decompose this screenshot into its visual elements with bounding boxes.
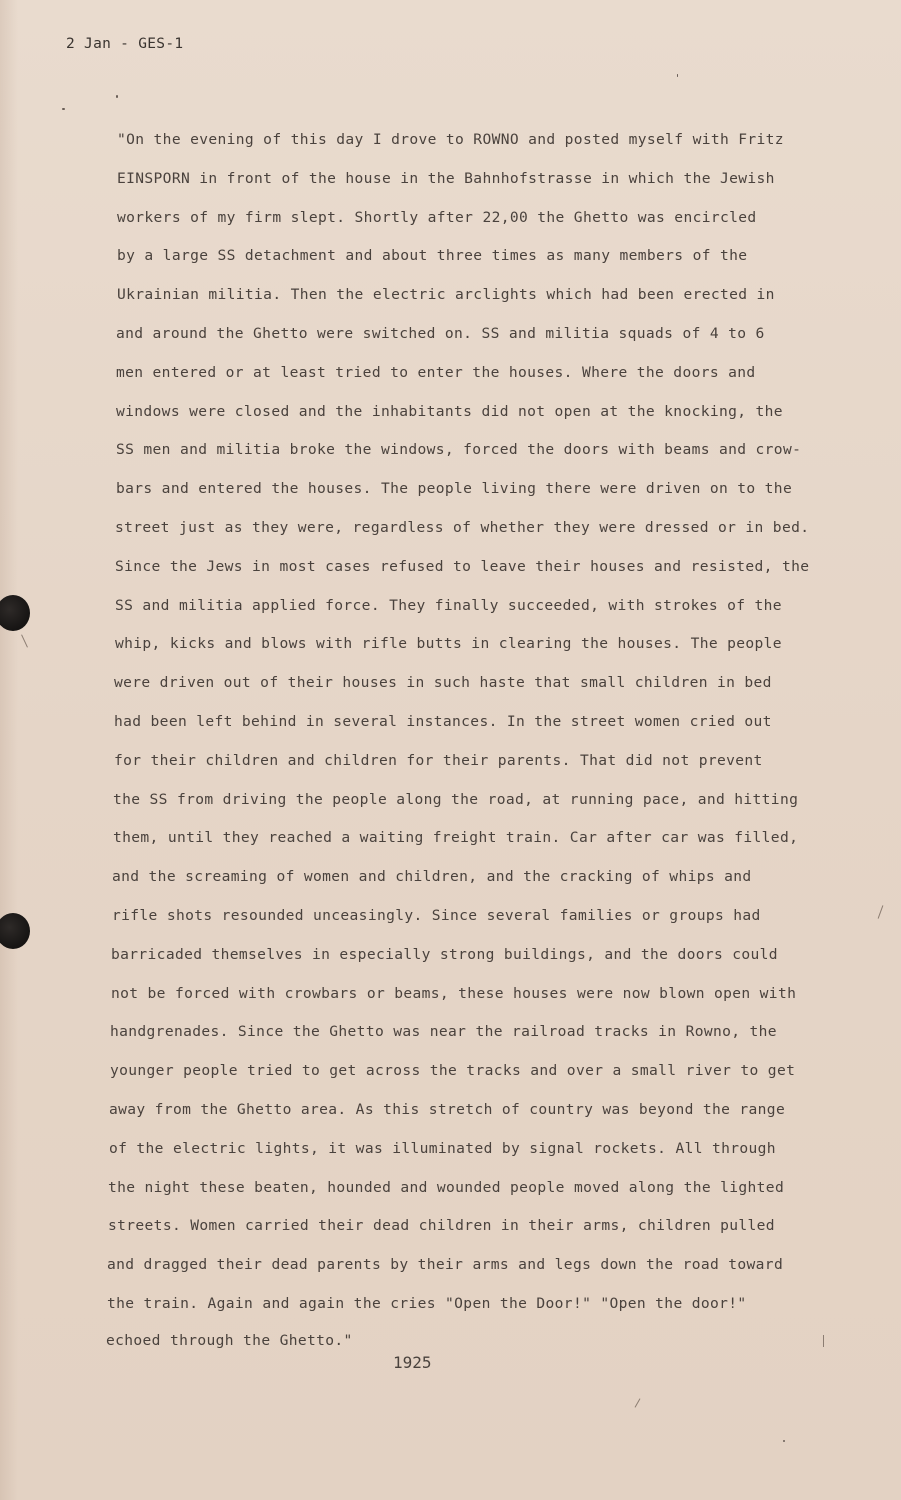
text-line: men entered or at least tried to enter the houses. Where the doors and [116, 364, 756, 381]
text-line: the train. Again and again the cries "Open the Door!" "Open the door!" [107, 1295, 747, 1312]
text-line: EINSPORN in front of the house in the Bahnhofstrasse in which the Jewish [117, 170, 775, 187]
text-line: the night these beaten, hounded and wounded people moved along the lighted [108, 1179, 785, 1196]
paper-speck [677, 74, 678, 77]
text-line: and dragged their dead parents by their arms and legs down the road toward [107, 1256, 784, 1273]
paper-speck [116, 95, 118, 98]
text-line: SS and militia applied force. They finally succeeded, with strokes of the [115, 597, 782, 614]
paper-scratch [823, 1335, 824, 1347]
text-line: and around the Ghetto were switched on. SS and militia squads of 4 to 6 [116, 325, 765, 342]
text-line: "On the evening of this day I drove to ROWNO and posted myself with Fritz [117, 131, 784, 148]
text-line: by a large SS detachment and about three times as many members of the [117, 247, 748, 264]
text-line: handgrenades. Since the Ghetto was near the railroad tracks in Rowno, the [110, 1023, 777, 1040]
text-line: street just as they were, regardless of whether they were dressed or in bed. [115, 519, 810, 536]
text-line: of the electric lights, it was illuminated by signal rockets. All through [109, 1140, 776, 1157]
text-line: away from the Ghetto area. As this stretch of country was beyond the range [109, 1101, 786, 1118]
text-line: the SS from driving the people along the road, at running pace, and hitting [113, 791, 799, 808]
text-line: Since the Jews in most cases refused to leave their houses and resisted, the [115, 558, 810, 575]
text-line: for their children and children for their parents. That did not prevent [114, 752, 763, 769]
page-number: 1925 [393, 1353, 432, 1372]
text-line: barricaded themselves in especially strong buildings, and the doors could [111, 946, 778, 963]
text-line: bars and entered the houses. The people living there were driven on to the [116, 480, 793, 497]
document-id: 2 Jan - GES-1 [66, 36, 184, 52]
text-line: windows were closed and the inhabitants did not open at the knocking, the [116, 403, 783, 420]
paper-speck [62, 108, 65, 110]
text-line: not be forced with crowbars or beams, these houses were now blown open with [111, 985, 797, 1002]
paper-speck [783, 1440, 785, 1442]
text-line: had been left behind in several instances. In the street women cried out [114, 713, 772, 730]
text-line: rifle shots resounded unceasingly. Since several families or groups had [112, 907, 761, 924]
text-line: streets. Women carried their dead children in their arms, children pulled [108, 1217, 775, 1234]
text-line: echoed through the Ghetto." [106, 1332, 353, 1349]
text-line: whip, kicks and blows with rifle butts in clearing the houses. The people [115, 635, 782, 652]
text-line: Ukrainian militia. Then the electric arclights which had been erected in [117, 286, 775, 303]
text-line: them, until they reached a waiting freight train. Car after car was filled, [113, 829, 799, 846]
text-line: younger people tried to get across the tracks and over a small river to get [110, 1062, 796, 1079]
text-line: and the screaming of women and children, and the cracking of whips and [112, 868, 752, 885]
text-line: were driven out of their houses in such haste that small children in bed [114, 674, 772, 691]
text-line: workers of my firm slept. Shortly after 22,00 the Ghetto was encircled [117, 209, 757, 226]
text-line: SS men and militia broke the windows, forced the doors with beams and crow- [116, 441, 802, 458]
